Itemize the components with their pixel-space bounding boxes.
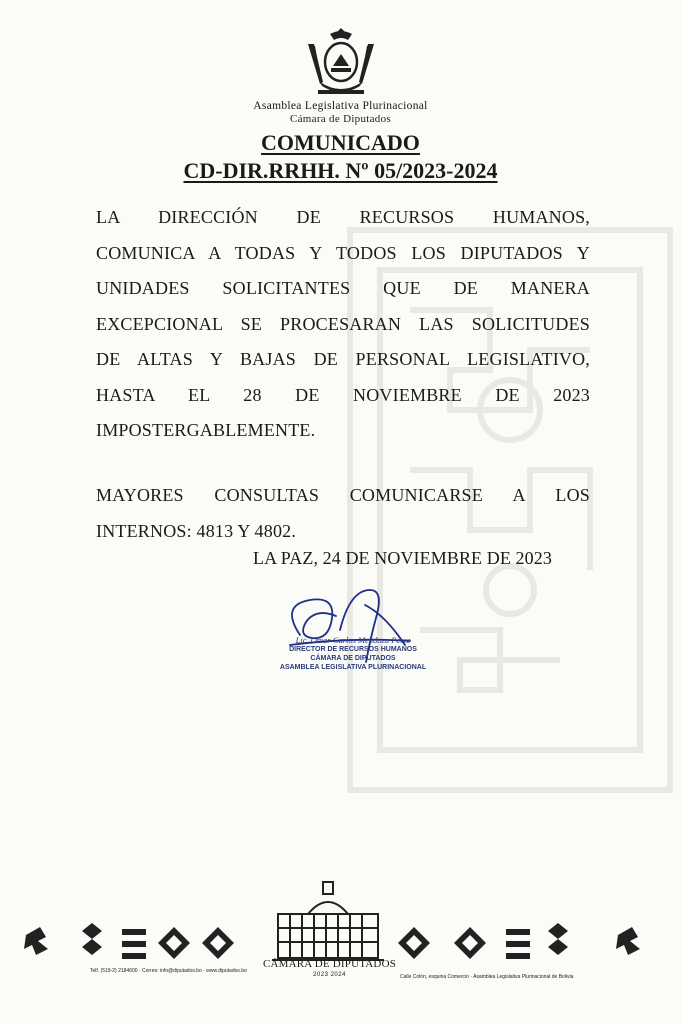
footer-years: 2023 2024 xyxy=(313,972,346,978)
legislative-building-icon xyxy=(268,878,388,968)
paragraph-line: MAYORES CONSULTAS COMUNICARSE A LOS xyxy=(96,485,590,505)
footer-contact-info: Telf. (519-2) 2184600 · Correo: info@diputados.bo · www.diputados.bo xyxy=(90,968,247,974)
footer-chamber-name: CÁMARA DE DIPUTADOS xyxy=(262,958,397,970)
signatory-position: DIRECTOR DE RECURSOS HUMANOS xyxy=(289,646,417,653)
paragraph-line: IMPOSTERGABLEMENTE. xyxy=(96,420,316,440)
paragraph-line: EXCEPCIONAL SE PROCESARAN LAS SOLICITUDES xyxy=(96,313,590,334)
institution-name: Asamblea Legislativa Plurinacional xyxy=(253,100,428,112)
contact-paragraph xyxy=(96,478,590,549)
signature-stamp xyxy=(278,636,428,672)
stamp-chamber: CÁMARA DE DIPUTADOS xyxy=(310,655,396,662)
place-date: LA PAZ, 24 DE NOVIEMBRE DE 2023 xyxy=(253,548,552,568)
coat-of-arms-icon xyxy=(300,24,382,100)
chamber-name: Cámara de Diputados xyxy=(289,113,391,125)
document-reference: CD-DIR.RRHH. Nº 05/2023-2024 xyxy=(183,158,498,183)
footer-address: Calle Colón, esquina Comercio · Asamblea Legislativa Plurinacional de Bolivia xyxy=(400,974,574,980)
paragraph-line: INTERNOS: 4813 Y 4802. xyxy=(96,520,297,541)
paragraph-line: DE ALTAS Y BAJAS DE PERSONAL LEGISLATIVO, xyxy=(96,349,590,369)
paragraph-line: COMUNICA A TODAS Y TODOS LOS DIPUTADOS Y xyxy=(96,242,590,263)
signatory-name: Lic. Omar Carlos Mendoza Pérez xyxy=(295,635,411,645)
announcement-paragraph xyxy=(96,200,590,449)
stamp-assembly: ASAMBLEA LEGISLATIVA PLURINACIONAL xyxy=(279,664,427,671)
paragraph-line: LA DIRECCIÓN DE RECURSOS HUMANOS, xyxy=(96,207,590,227)
paragraph-line: UNIDADES SOLICITANTES QUE DE MANERA xyxy=(96,278,590,298)
document-title: COMUNICADO xyxy=(261,130,420,155)
paragraph-line: HASTA EL 28 DE NOVIEMBRE DE 2023 xyxy=(96,384,590,405)
